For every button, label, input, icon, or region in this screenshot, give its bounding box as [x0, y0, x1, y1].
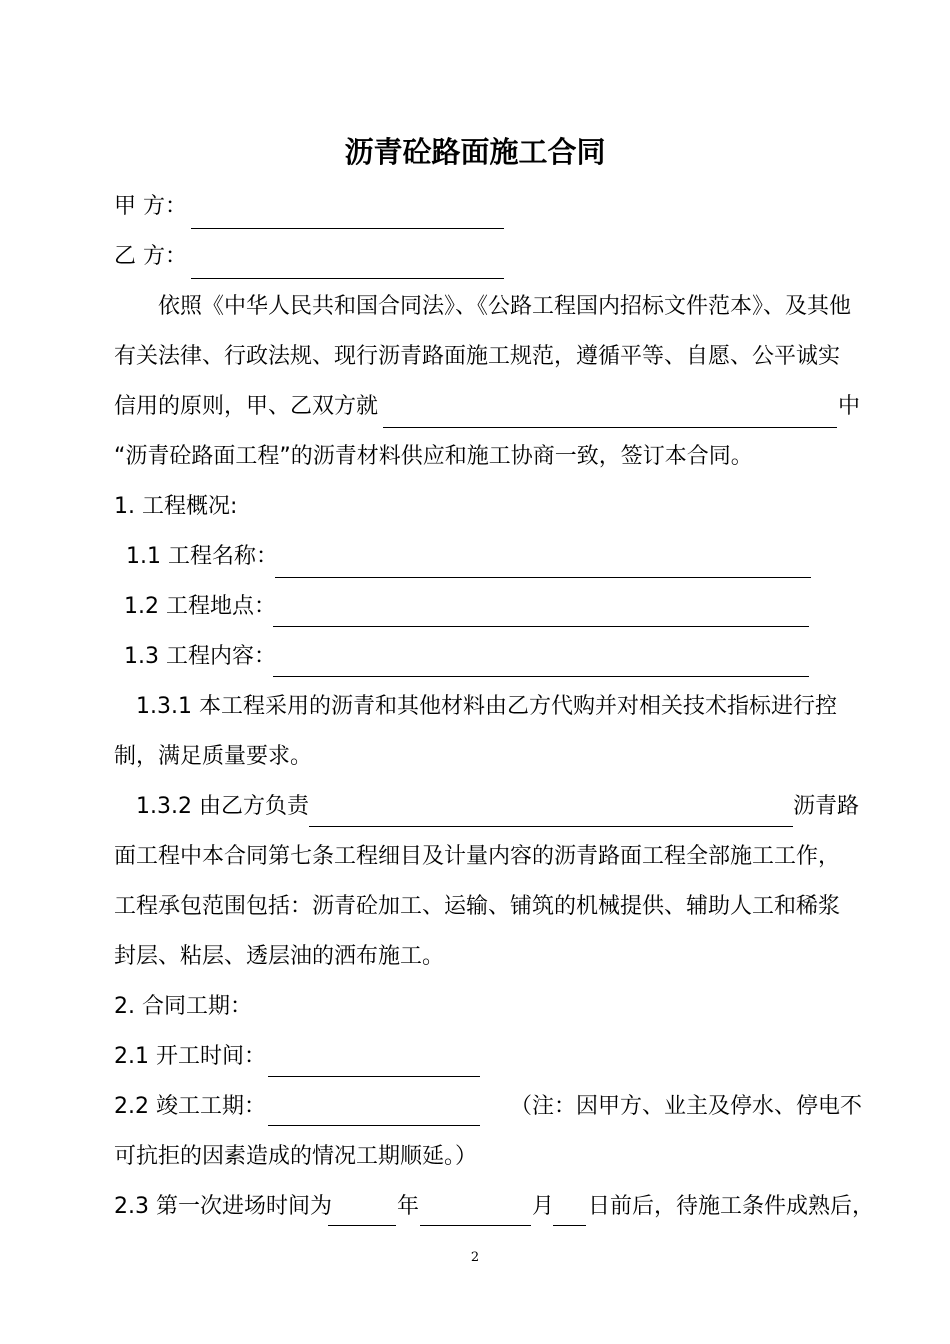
entry-day-tail: 日前后，待施工条件成熟后，	[588, 1194, 875, 1219]
clause-1-3-2-lead: 1.3.2 由乙方负责	[136, 794, 309, 819]
party-a-label: 甲 方：	[114, 194, 187, 219]
intro-line-3: 信用的原则，甲、乙双方就	[114, 394, 379, 419]
clause-1-3-2-line-2: 面工程中本合同第七条工程细目及计量内容的沥青路面工程全部施工工作，	[114, 844, 841, 869]
project-name-field[interactable]	[275, 577, 811, 578]
project-name-blank[interactable]	[383, 427, 837, 428]
project-content-label: 1.3 工程内容：	[124, 644, 276, 669]
page-number: 2	[470, 1250, 480, 1265]
party-b-label: 乙 方：	[114, 244, 187, 269]
section-2-heading: 2. 合同工期：	[114, 994, 252, 1019]
year-label: 年	[397, 1194, 420, 1219]
section-1-heading: 1. 工程概况:	[114, 494, 238, 519]
entry-year-field[interactable]	[328, 1225, 396, 1226]
entry-month-field[interactable]	[420, 1225, 531, 1226]
clause-1-3-2-tail: 沥青路	[793, 794, 860, 819]
clause-1-3-2-blank[interactable]	[309, 826, 793, 827]
intro-line-2: 有关法律、行政法规、现行沥青路面施工规范，遵循平等、自愿、公平诚实	[114, 344, 841, 369]
document-title: 沥青砼路面施工合同	[344, 135, 606, 169]
party-b-blank[interactable]	[191, 278, 504, 279]
party-a-blank[interactable]	[191, 228, 504, 229]
start-date-label: 2.1 开工时间：	[114, 1044, 266, 1069]
project-name-label: 1.1 工程名称：	[126, 544, 278, 569]
delay-note-line-1: （注：因甲方、业主及停水、停电不	[510, 1094, 863, 1119]
project-location-field[interactable]	[273, 626, 809, 627]
project-content-field[interactable]	[273, 676, 809, 677]
clause-1-3-2-line-3: 工程承包范围包括：沥青砼加工、运输、铺筑的机械提供、辅助人工和稀浆	[114, 894, 841, 919]
clause-1-3-1-line-2: 制，满足质量要求。	[114, 744, 313, 769]
entry-day-field[interactable]	[553, 1225, 586, 1226]
delay-note-line-2: 可抗拒的因素造成的情况工期顺延。）	[114, 1144, 478, 1169]
entry-time-label: 2.3 第一次进场时间为	[114, 1194, 332, 1219]
month-label: 月	[532, 1194, 555, 1219]
clause-1-3-2-line-4: 封层、粘层、透层油的洒布施工。	[114, 944, 445, 969]
project-location-label: 1.2 工程地点：	[124, 594, 276, 619]
clause-1-3-1-line-1: 1.3.1 本工程采用的沥青和其他材料由乙方代购并对相关技术指标进行控	[136, 694, 837, 719]
completion-label: 2.2 竣工工期：	[114, 1094, 266, 1119]
intro-line-1: 依照《中华人民共和国合同法》、《公路工程国内招标文件范本》、及其他	[158, 294, 852, 319]
start-date-field[interactable]	[268, 1076, 480, 1077]
intro-line-4: “沥青砼路面工程”的沥青材料供应和施工协商一致，签订本合同。	[114, 444, 753, 469]
completion-field[interactable]	[268, 1125, 480, 1126]
intro-line-3-end: 中	[838, 394, 861, 419]
